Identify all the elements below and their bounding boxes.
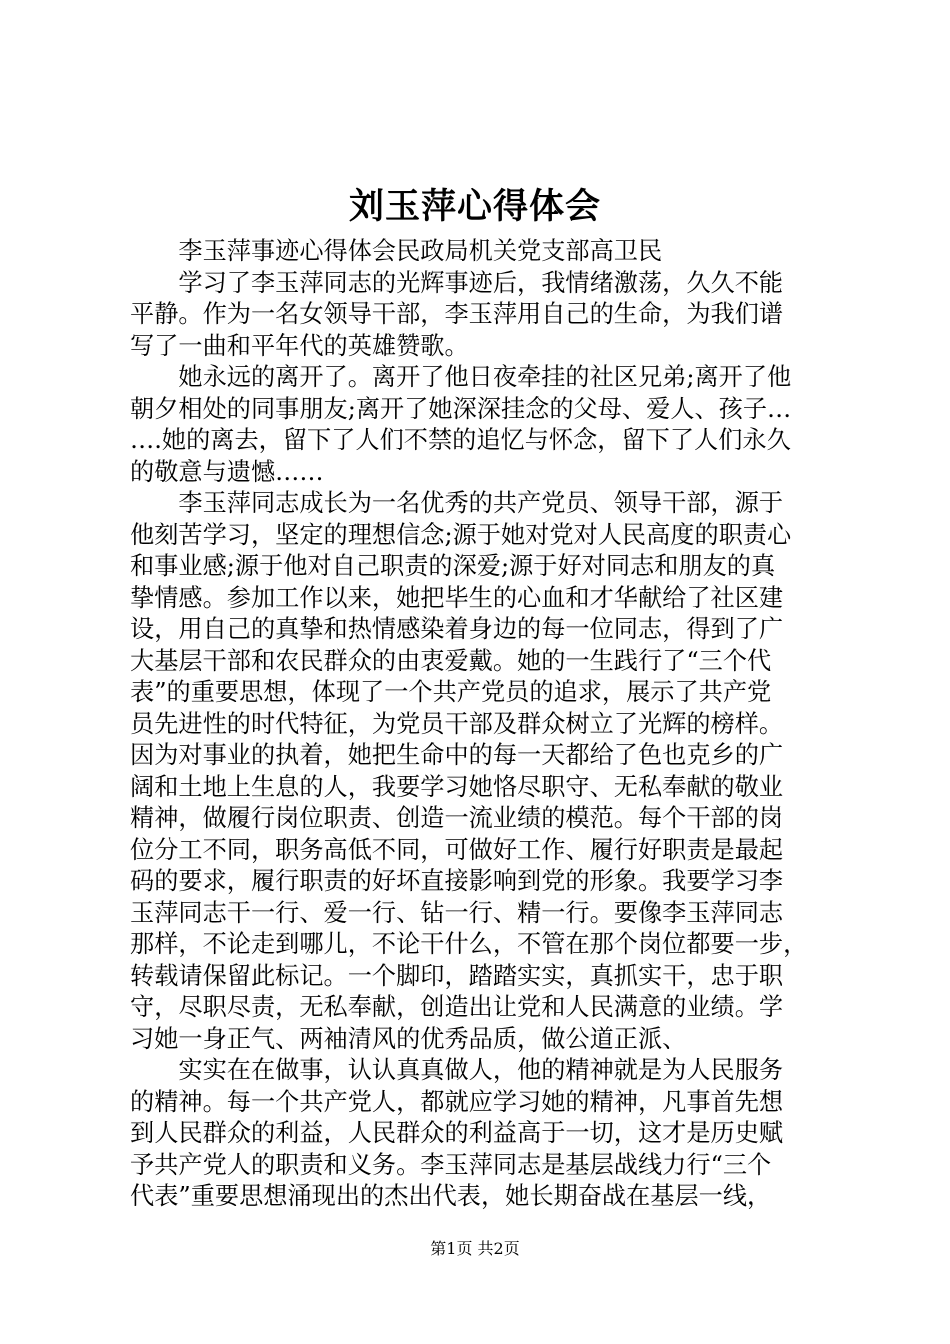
text-line: 李玉萍同志成长为一名优秀的共产党员、领导干部，源于 <box>130 489 784 517</box>
paragraph <box>130 362 820 488</box>
document-title: 刘玉萍心得体会 <box>348 186 601 227</box>
paragraph <box>130 488 820 1055</box>
text-line: 因为对事业的执着，她把生命中的每一天都给了色也克乡的广 <box>130 741 784 769</box>
text-line: 予共产党人的职责和义务。李玉萍同志是基层战线力行“三个 <box>130 1150 772 1179</box>
text-line: 守，尽职尽责，无私奉献，创造出让党和人民满意的业绩。学 <box>130 993 784 1021</box>
text-line: 精神，做履行岗位职责、创造一流业绩的模范。每个干部的岗 <box>130 804 784 832</box>
text-line: 习她一身正气、两袖清风的优秀品质，做公道正派、 <box>130 1024 687 1053</box>
text-line: 的精神。每一个共产党人，都就应学习她的精神，凡事首先想 <box>130 1087 784 1116</box>
text-line: 到人民群众的利益，人民群众的利益高于一切，这才是历史赋 <box>130 1119 784 1147</box>
text-line: 大基层干部和农民群众的由衷爱戴。她的一生践行了“三个代 <box>130 646 772 675</box>
paragraph <box>130 236 820 268</box>
text-line: 位分工不同，职务高低不同，可做好工作、履行好职责是最起 <box>130 835 784 864</box>
text-line: 员先进性的时代特征，为党员干部及群众树立了光辉的榜样。 <box>130 709 784 738</box>
text-line: 李玉萍事迹心得体会民政局机关党支部高卫民 <box>130 237 663 265</box>
text-line: 代表”重要思想涌现出的杰出代表，她长期奋战在基层一线， <box>130 1182 772 1210</box>
text-line: 那样，不论走到哪儿，不论干什么，不管在那个岗位都要一步， <box>130 930 808 958</box>
text-line: 挚情感。参加工作以来，她把毕生的心血和才华献给了社区建 <box>130 583 784 612</box>
paragraph <box>130 1055 820 1213</box>
text-line: 转载请保留此标记。一个脚印，踏踏实实，真抓实干，忠于职 <box>130 961 784 990</box>
text-line: 他刻苦学习，坚定的理想信念;源于她对党对人民高度的职责心 <box>130 520 792 549</box>
text-line: 她永远的离开了。离开了他日夜牵挂的社区兄弟;离开了他 <box>130 363 792 391</box>
text-line: 实实在在做事，认认真真做人，他的精神就是为人民服务 <box>130 1056 784 1084</box>
text-line: 码的要求，履行职责的好坏直接影响到党的形象。我要学习李 <box>130 867 784 895</box>
text-line: 设，用自己的真挚和热情感染着身边的每一位同志，得到了广 <box>130 615 784 643</box>
text-line: 阔和土地上生息的人，我要学习她恪尽职守、无私奉献的敬业 <box>130 772 784 801</box>
text-line: 玉萍同志干一行、爱一行、钻一行、精一行。要像李玉萍同志 <box>130 898 784 927</box>
text-line: 学习了李玉萍同志的光辉事迹后，我情绪激荡，久久不能 <box>130 268 784 297</box>
text-line: 写了一曲和平年代的英雄赞歌。 <box>130 331 469 360</box>
document-body <box>130 236 820 1213</box>
text-line: 朝夕相处的同事朋友;离开了她深深挂念的父母、爱人、孩子… <box>130 394 792 423</box>
text-line: 和事业感;源于他对自己职责的深爱;源于好对同志和朋友的真 <box>130 552 776 580</box>
text-line: 平静。作为一名女领导干部，李玉萍用自己的生命，为我们谱 <box>130 300 784 328</box>
text-line: 表”的重要思想，体现了一个共产党员的追求，展示了共产党 <box>130 678 772 706</box>
paragraph <box>130 268 820 363</box>
text-line: ….她的离去，留下了人们不禁的追忆与怀念，留下了人们永久 <box>130 426 791 454</box>
page-footer: 第1页 共2页 <box>430 1239 520 1258</box>
text-line: 的敬意与遗憾…… <box>130 457 324 486</box>
